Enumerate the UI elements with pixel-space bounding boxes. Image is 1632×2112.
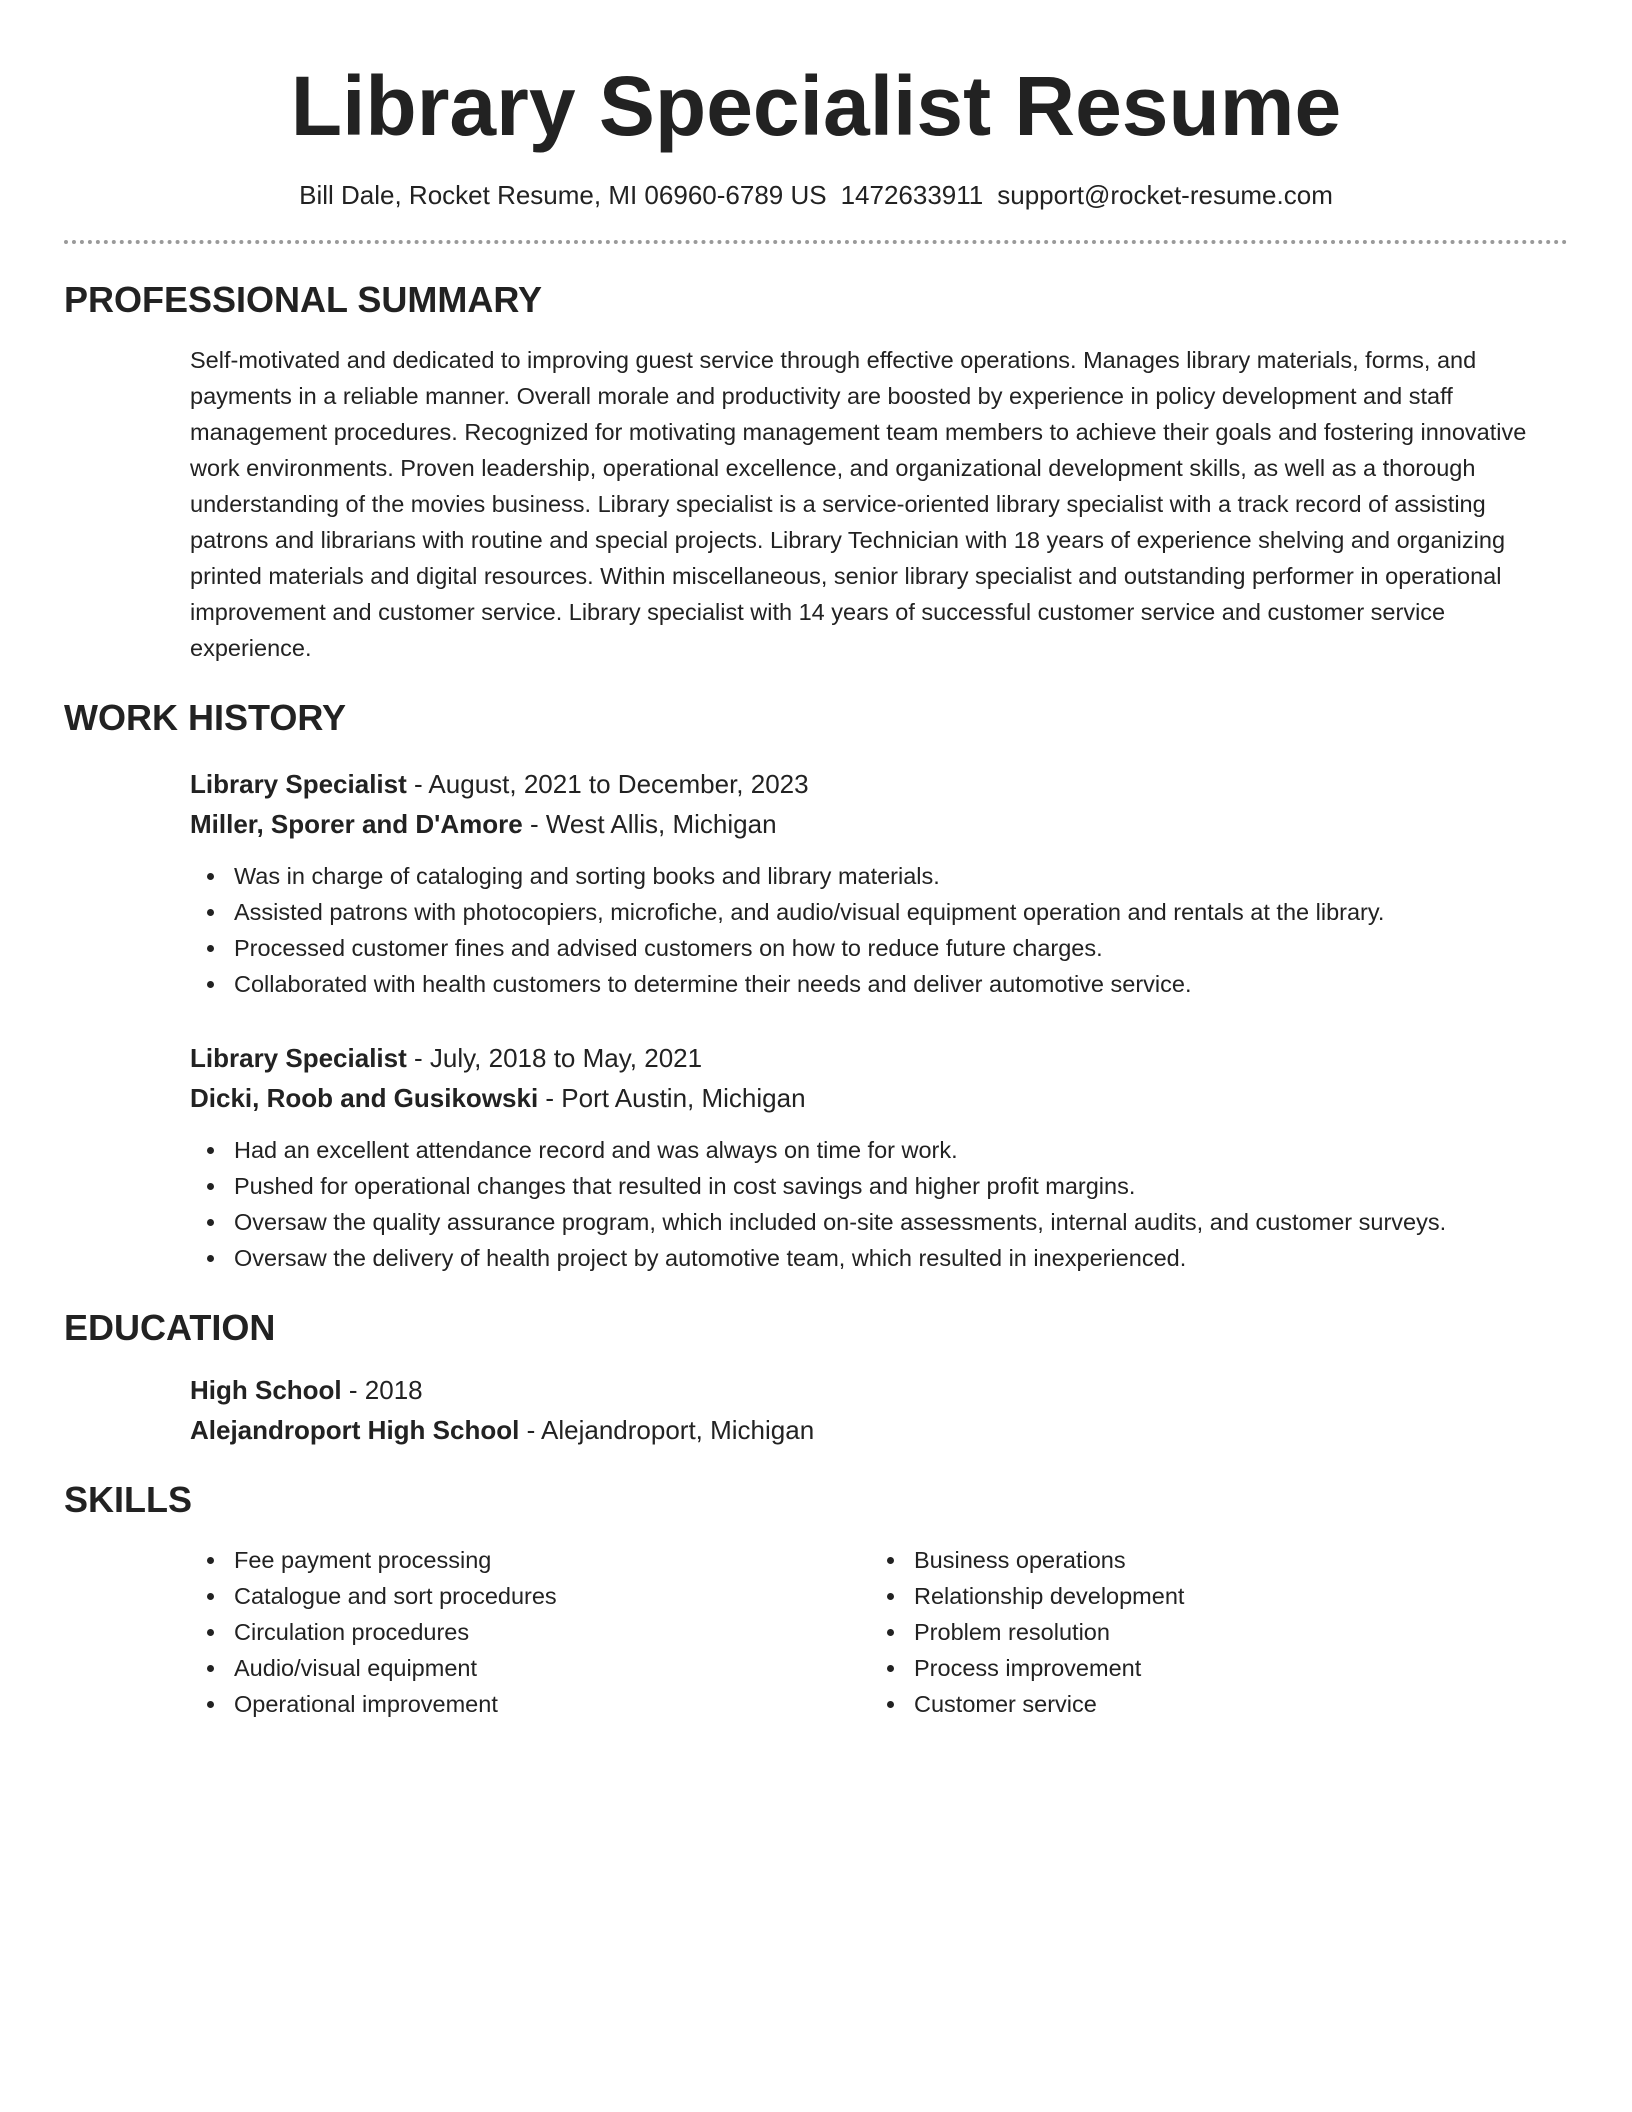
skill-item: Customer service	[914, 1686, 1550, 1722]
education-entry	[190, 1370, 1568, 1450]
header-divider	[64, 240, 1568, 244]
education-location: - Alejandroport, Michigan	[519, 1415, 815, 1445]
education-degree: High School	[190, 1375, 342, 1405]
job-bullet: Had an excellent attendance record and was always on time for work.	[234, 1132, 1568, 1168]
skill-item: Catalogue and sort procedures	[234, 1578, 870, 1614]
skill-item: Circulation procedures	[234, 1614, 870, 1650]
summary-text: Self-motivated and dedicated to improving guest service through effective operations. Manages library materials, forms, and payments in a reliable manner. Overall morale and productivity are boosted by experience in policy development and staff management procedures. Recognized for motivating management team members to achieve their goals and fostering innovative work environments. Proven leadership, operational excellence, and organizational development skills, as well as a thorough understanding of the movies business. Library specialist is a service-oriented library specialist with a track record of assisting patrons and librarians with routine and special projects. Library Technician with 18 years of experience shelving and organizing printed materials and digital resources. Within miscellaneous, senior library specialist and outstanding performer in operational improvement and customer service. Library specialist with 14 years of successful customer service and customer service experience.	[190, 347, 1527, 661]
job-location: - West Allis, Michigan	[522, 809, 777, 839]
job-title-line	[190, 1038, 1568, 1078]
education-year: - 2018	[341, 1375, 423, 1405]
skill-item: Business operations	[914, 1542, 1550, 1578]
summary-heading: PROFESSIONAL SUMMARY	[64, 279, 543, 320]
job-title: Library Specialist	[190, 769, 407, 799]
skill-item: Process improvement	[914, 1650, 1550, 1686]
job-entry	[190, 764, 1568, 1002]
skill-item: Fee payment processing	[234, 1542, 870, 1578]
job-dates: - August, 2021 to December, 2023	[406, 769, 809, 799]
skills-list	[870, 1542, 1550, 1722]
skill-item: Relationship development	[914, 1578, 1550, 1614]
job-bullet: Processed customer fines and advised customers on how to reduce future charges.	[234, 930, 1568, 966]
job-title: Library Specialist	[190, 1043, 407, 1073]
job-company: Miller, Sporer and D'Amore	[190, 809, 523, 839]
job-bullet: Oversaw the delivery of health project by automotive team, which resulted in inexperienced.	[234, 1240, 1568, 1276]
skills-grid	[190, 1542, 1568, 1722]
job-bullet: Was in charge of cataloging and sorting books and library materials.	[234, 858, 1568, 894]
skill-item: Operational improvement	[234, 1686, 870, 1722]
job-bullets	[190, 858, 1568, 1002]
skill-item: Audio/visual equipment	[234, 1650, 870, 1686]
skills-list	[190, 1542, 870, 1722]
job-bullet: Assisted patrons with photocopiers, microfiche, and audio/visual equipment operation and rentals at the library.	[234, 894, 1568, 930]
job-bullets	[190, 1132, 1568, 1276]
contact-address: Bill Dale, Rocket Resume, MI 06960-6789 US	[299, 180, 827, 210]
job-company-line	[190, 1078, 1568, 1118]
job-bullet: Oversaw the quality assurance program, which included on-site assessments, internal audits, and customer surveys.	[234, 1204, 1568, 1240]
job-location: - Port Austin, Michigan	[538, 1083, 806, 1113]
job-dates: - July, 2018 to May, 2021	[406, 1043, 703, 1073]
job-company: Dicki, Roob and Gusikowski	[190, 1083, 539, 1113]
skills-heading: SKILLS	[64, 1479, 193, 1520]
job-company-line	[190, 804, 1568, 844]
skill-item: Problem resolution	[914, 1614, 1550, 1650]
education-school-line	[190, 1410, 1568, 1450]
work-history-heading: WORK HISTORY	[64, 697, 347, 738]
contact-email: support@rocket-resume.com	[997, 180, 1333, 210]
job-bullet: Pushed for operational changes that resulted in cost savings and higher profit margins.	[234, 1168, 1568, 1204]
education-heading: EDUCATION	[64, 1307, 276, 1348]
job-entry	[190, 1038, 1568, 1276]
education-school: Alejandroport High School	[190, 1415, 520, 1445]
skills-column-left	[190, 1542, 870, 1722]
education-degree-line	[190, 1370, 1568, 1410]
resume-title: Library Specialist Resume	[290, 59, 1342, 153]
skills-column-right	[870, 1542, 1550, 1722]
contact-phone: 1472633911	[840, 180, 984, 210]
job-title-line	[190, 764, 1568, 804]
contact-line	[64, 178, 1568, 212]
job-bullet: Collaborated with health customers to determine their needs and deliver automotive service.	[234, 966, 1568, 1002]
